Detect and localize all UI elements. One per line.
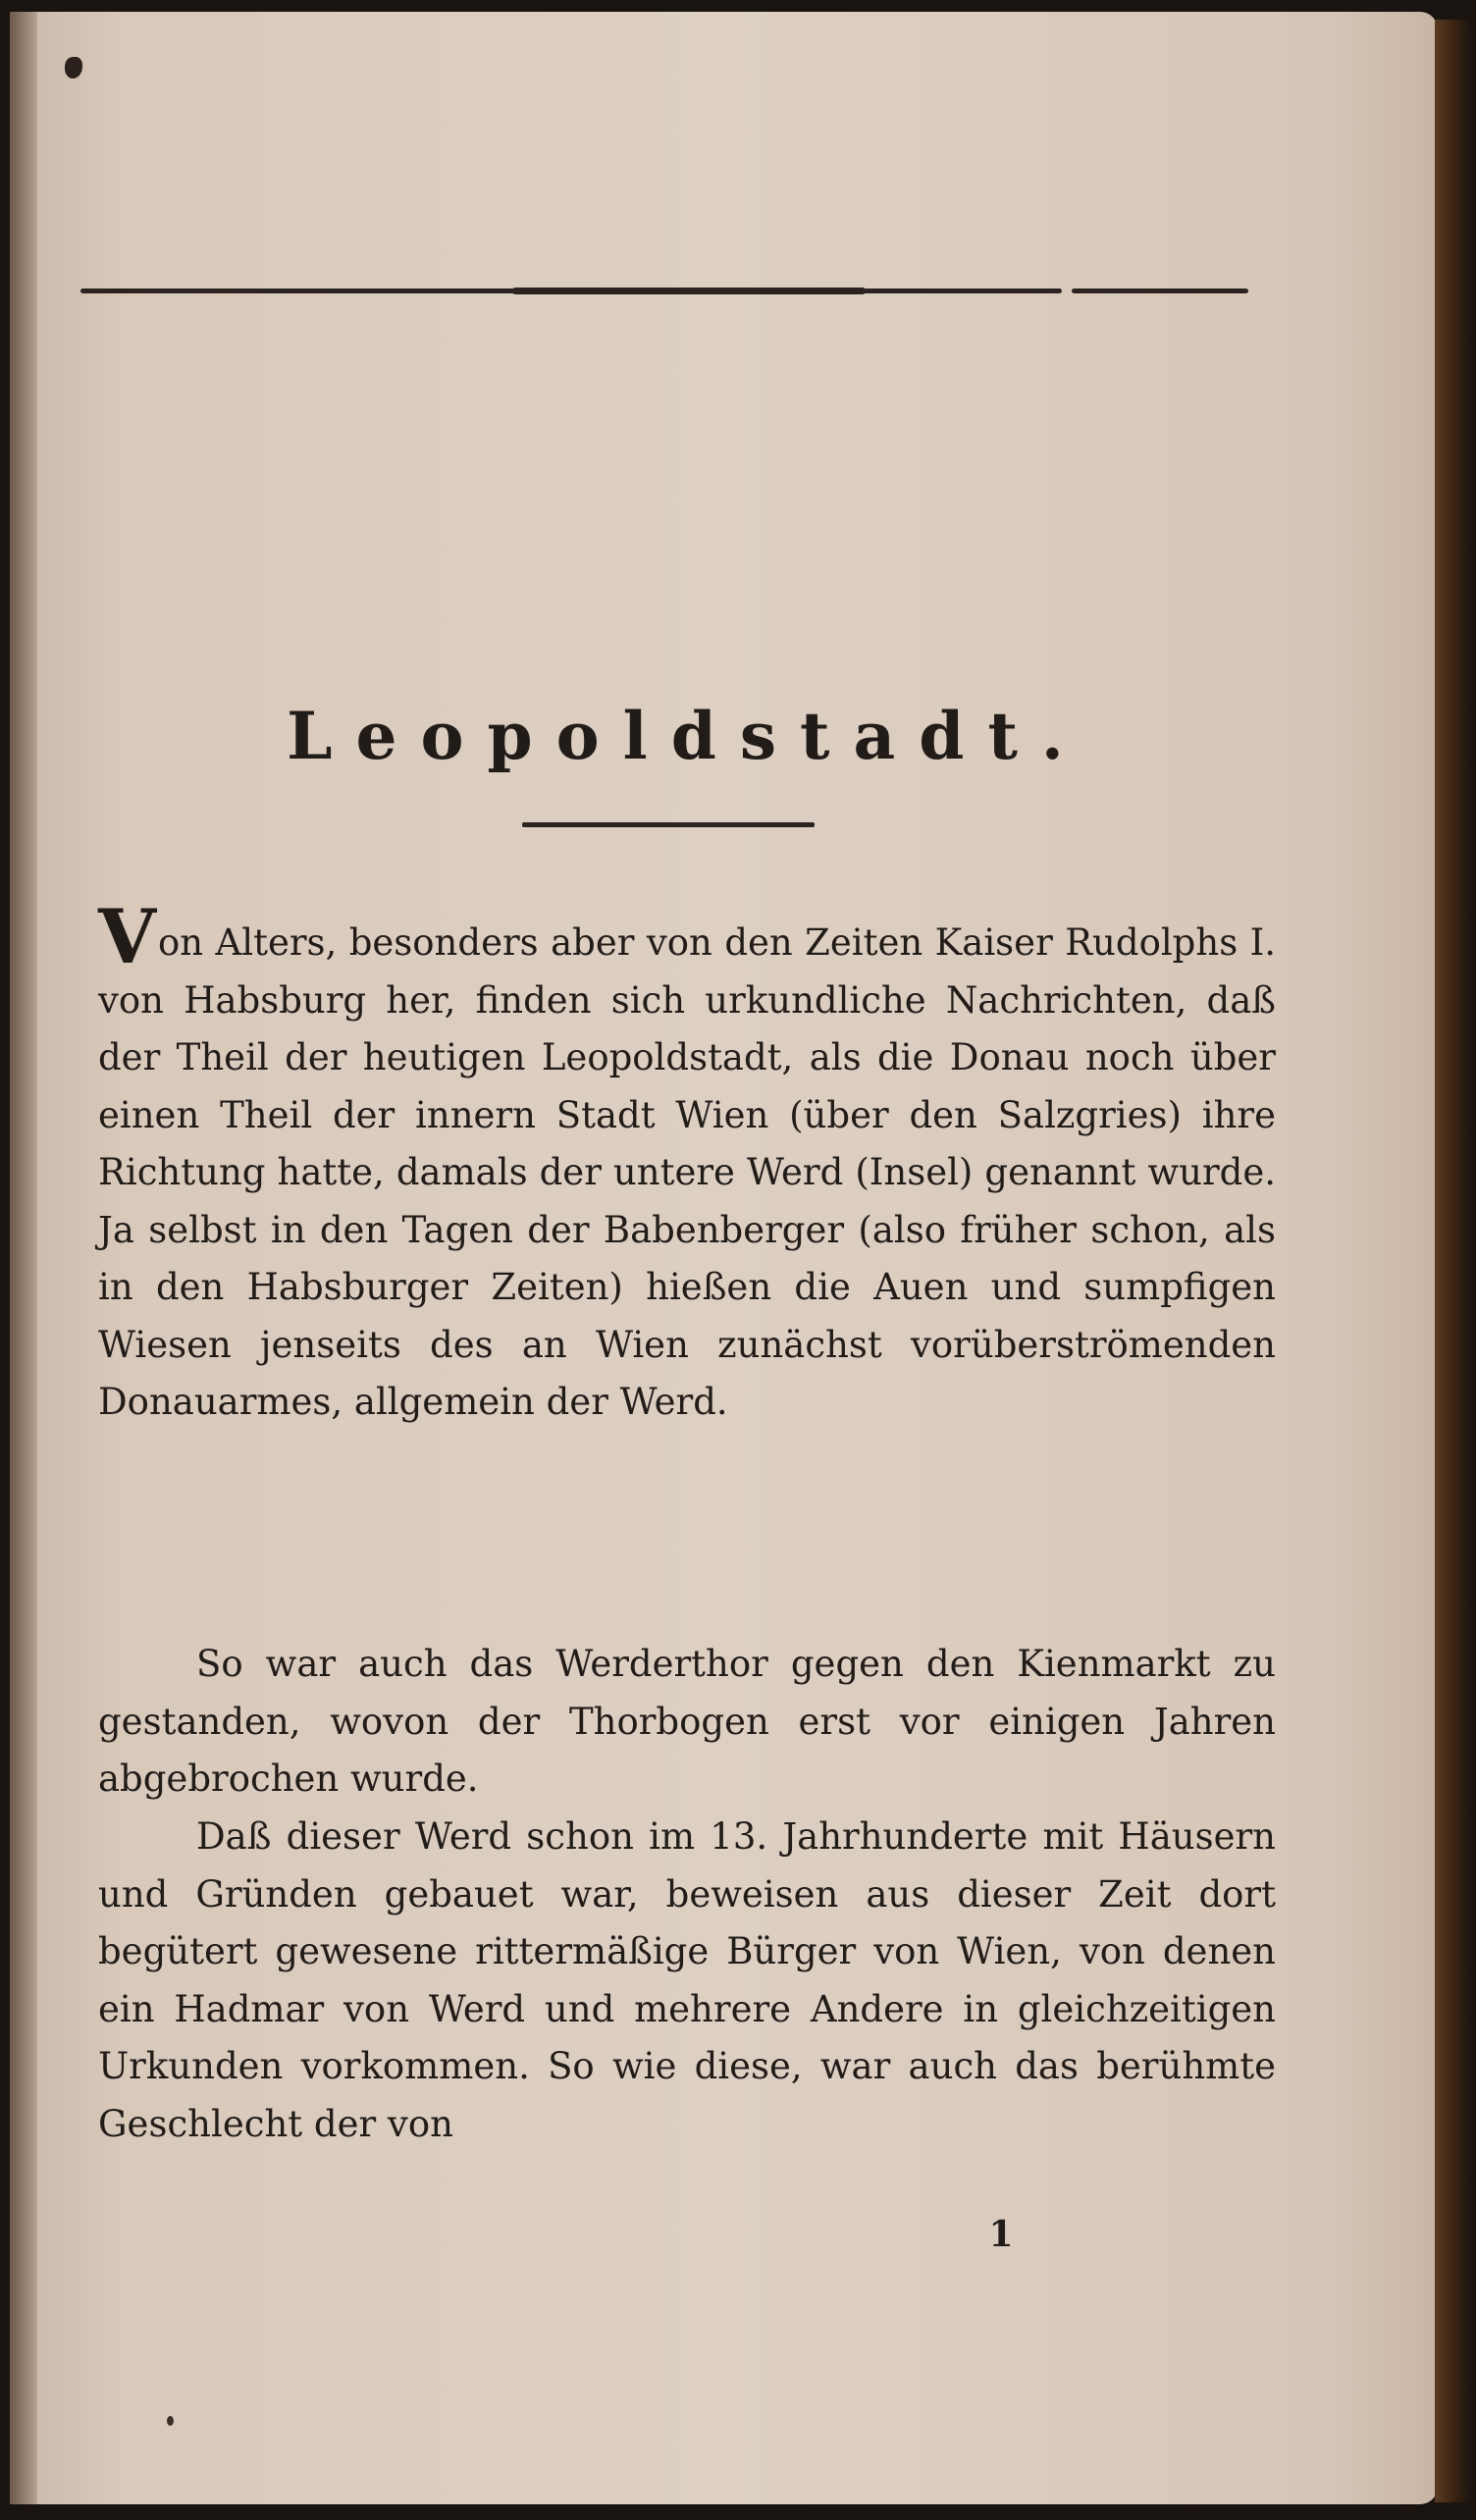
drop-cap: V xyxy=(98,893,156,980)
book-gutter-shadow xyxy=(10,12,37,2504)
paragraph-1 xyxy=(98,893,1276,1432)
header-rule xyxy=(80,289,1248,294)
ink-speck xyxy=(167,2416,174,2426)
book-cover-edge xyxy=(1435,20,1472,2502)
paragraph-2: So war auch das Werderthor gegen den Kienmarkt zu gestanden, wovon der Thorbogen erst vor einigen Jahren abgebrochen wurde. xyxy=(98,1643,1276,1800)
page-title: Leopoldstadt. xyxy=(287,698,1087,774)
paragraph-3: Daß dieser Werd schon im 13. Jahrhunderte mit Häusern und Gründen gebauet war, beweisen aus dieser Zeit dort begütert gewesene rittermäßige Bürger von Wien, von denen ein Hadmar von Werd und mehrere Andere in gleichzeitigen Urkunden vorkommen. So wie diese, war auch das berühmte Geschlecht der von xyxy=(98,1815,1276,2145)
page-number: 1 xyxy=(988,2214,1014,2255)
paragraph-1-text: on Alters, besonders aber von den Zeiten Kaiser Rudolphs I. von Habsburg her, finden sich urkundliche Nachrichten, daß der Theil der heutigen Leopoldstadt, als die Donau noch über einen Theil der innern Stadt Wien (über den Salzgries) ihre Richtung hatte, damals der untere Werd (Insel) genannt wurde. Ja selbst in den Tagen der Babenberger (also früher schon, als in den Habsburger Zeiten) hießen die Auen und sumpfigen Wiesen jenseits des an Wien zunächst vorüberströmenden Donauarmes, allgemein der Werd. xyxy=(98,921,1276,1423)
title-underline-rule xyxy=(522,822,815,827)
